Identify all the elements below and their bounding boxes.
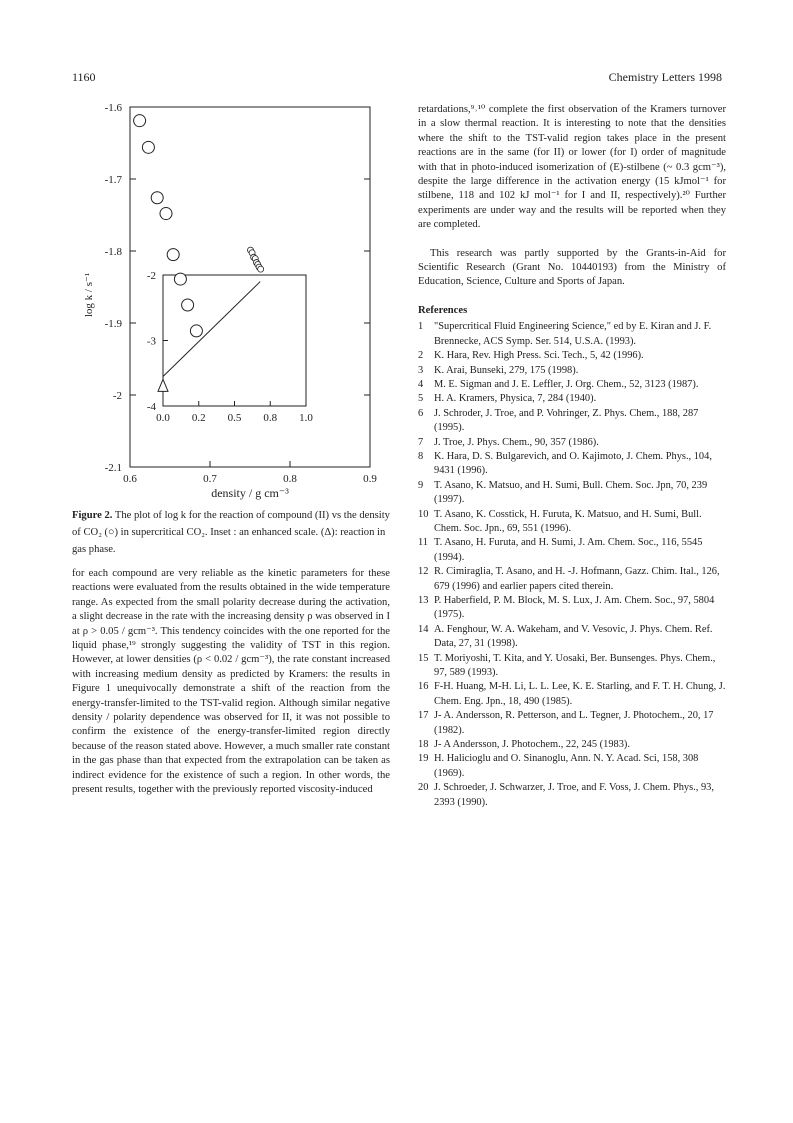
- reference-number: 1: [418, 321, 424, 333]
- inset-y-tick-label: -2: [146, 270, 156, 282]
- reference-text: J. Schroeder, J. Schwarzer, J. Troe, and F. Voss, J. Chem. Phys., 93, 2393 (1990).: [434, 782, 714, 808]
- paragraph-acknowledgement: This research was partly supported by the Grants-in-Aid for Scientific Research (Grant No. 10440193) from the Ministry of Education, Science, Culture and Sports of Japan.: [418, 247, 726, 288]
- reference-item: [418, 479, 726, 508]
- x-tick-label: 0.9: [363, 473, 377, 485]
- inset-plot: [147, 247, 314, 424]
- inset-x-tick-label: 0.8: [263, 412, 278, 424]
- reference-number: 18: [418, 739, 429, 751]
- reference-item: [418, 364, 726, 378]
- reference-item: [418, 752, 726, 781]
- reference-item: [418, 450, 726, 479]
- reference-number: 3: [418, 364, 424, 376]
- figure-caption: [72, 507, 392, 558]
- reference-text: F-H. Huang, M-H. Li, L. L. Lee, K. E. Starling, and F. T. H. Chung, J. Chem. Eng. Jpn., 18, 490 (1985).: [434, 681, 726, 707]
- reference-text: H. A. Kramers, Physica, 7, 284 (1940).: [434, 393, 597, 405]
- reference-number: 12: [418, 566, 429, 578]
- reference-text: R. Cimiraglia, T. Asano, and H. -J. Hofmann, Gazz. Chim. Ital., 126, 679 (1996) and earlier papers cited therein.: [434, 566, 720, 592]
- data-point-circle: [151, 192, 163, 204]
- reference-text: T. Asano, K. Cosstick, H. Furuta, K. Matsuo, and H. Sumi, Bull. Chem. Soc. Jpn., 69, 551 (1996).: [434, 508, 702, 534]
- reference-item: [418, 652, 726, 681]
- reference-item: [418, 781, 726, 810]
- data-point-circle: [182, 299, 194, 311]
- page-number: 1160: [72, 70, 96, 84]
- gas-phase-triangle-point: [158, 379, 168, 391]
- reference-number: 10: [418, 508, 429, 520]
- reference-item: [418, 738, 726, 752]
- data-point-circle: [134, 115, 146, 127]
- data-point-circle: [167, 249, 179, 261]
- main-marks: [134, 115, 203, 337]
- y-tick-label: -1.9: [104, 318, 122, 330]
- reference-text: T. Asano, K. Matsuo, and H. Sumi, Bull. Chem. Soc. Jpn, 70, 239 (1997).: [434, 479, 708, 506]
- reference-number: 20: [418, 782, 429, 794]
- reference-item: [418, 320, 726, 349]
- x-tick-label: 0.7: [203, 473, 217, 485]
- inset-axis-ticks: [147, 270, 314, 424]
- reference-number: 16: [418, 681, 429, 693]
- reference-item: [418, 536, 726, 565]
- reference-number: 5: [418, 393, 424, 405]
- inset-x-tick-label: 1.0: [299, 412, 313, 424]
- x-tick-label: 0.6: [123, 473, 137, 485]
- reference-text: K. Hara, D. S. Bulgarevich, and O. Kajimoto, J. Chem. Phys., 104, 9431 (1996).: [434, 450, 712, 477]
- reference-number: 11: [418, 537, 429, 549]
- inset-marks: [158, 247, 264, 391]
- figure-2-chart: [60, 95, 390, 500]
- reference-text: T. Moriyoshi, T. Kita, and Y. Uosaki, Ber. Bunsenges. Phys. Chem., 97, 589 (1993).: [434, 652, 716, 679]
- inset-x-tick-label: 0.0: [156, 412, 170, 424]
- reference-number: 2: [418, 350, 424, 362]
- reference-item: [418, 594, 726, 623]
- reference-text: J- A. Andersson, R. Petterson, and L. Tegner, J. Photochem., 20, 17 (1982).: [434, 710, 714, 736]
- x-tick-label: 0.8: [283, 473, 297, 485]
- data-point-circle: [174, 273, 186, 285]
- y-tick-label: -2.1: [104, 462, 122, 474]
- reference-number: 15: [418, 652, 429, 664]
- reference-text: M. E. Sigman and J. E. Leffler, J. Org. Chem., 52, 3123 (1987).: [434, 378, 699, 390]
- y-axis-label: log k / s⁻¹: [83, 272, 95, 318]
- reference-item: [418, 407, 726, 436]
- inset-x-tick-label: 0.5: [227, 412, 242, 424]
- inset-data-point-circle: [258, 266, 264, 272]
- inset-fit-line: [163, 282, 260, 377]
- reference-text: J. Schroder, J. Troe, and P. Vohringer, Z. Phys. Chem., 188, 287 (1995).: [434, 407, 699, 434]
- body-text-right: [418, 103, 726, 810]
- reference-text: A. Fenghour, W. A. Wakeham, and V. Vesovic, J. Phys. Chem. Ref. Data, 27, 31 (1998).: [434, 623, 713, 650]
- reference-item: [418, 436, 726, 450]
- paragraph-1: retardations,⁹˒¹⁰ complete the first observation of the Kramers turnover in a slow thermal reaction. It is interesting to note that the densities where the shift to the TST-valid region takes place in the present reactions are in the same (for II) or lower (for I) order of magnitude with that in photo-induced isomerization of (E)-stilbene (~ 0.3 gcm⁻³), despite the large difference in the activation energy (15 kJmol⁻¹ for stilbene, 118 and 102 kJ mol⁻¹ for I and II, respectively).²⁰ Further experiments are under way and the results will be reported when they are completed.: [418, 104, 726, 231]
- reference-number: 6: [418, 407, 424, 419]
- references-heading: References: [418, 304, 468, 316]
- y-tick-label: -1.6: [104, 102, 122, 114]
- reference-text: "Supercritical Fluid Engineering Science," ed by E. Kiran and J. F. Brennecke, ACS Symp. Ser. 514, U.S.A. (1993).: [434, 321, 712, 347]
- reference-number: 13: [418, 595, 429, 606]
- y-tick-label: -1.7: [104, 174, 122, 186]
- reference-item: [418, 680, 726, 709]
- reference-item: [418, 508, 726, 537]
- journal-header: Chemistry Letters 1998: [608, 70, 722, 84]
- inset-y-tick-label: -4: [146, 401, 156, 413]
- body-text-left: for each compound are very reliable as the kinetic parameters for these reactions were evaluated from the results obtained in the wide temperature range. As expected from the small polarity decrease during the activation, a slight decrease in the rate with the increasing density ρ was observed in I at ρ > 0.05 / gcm⁻³. This tendency coincides with the one reported for the liquid phase,¹⁹ strongly suggesting the validity of TST in this region. However, at lower densities (ρ < 0.02 / gcm⁻³), the rate constant increased with increasing medium density as predicted by Kramers: the results in Figure 1 unequivocally demonstrate a shift of the reaction from the energy-transfer-limited to the TST-valid region. Although similar negative density / polarity dependence was observed for II, it was not possible to confirm the existence of the energy-transfer-limited region directly because of the reason stated above. However, a much smaller rate constant in the gas phase than that expected from the extrapolation can be taken as indirect evidence for the existence of such a region. In other words, the present results, together with the previously reported viscosity-induced: [72, 568, 390, 796]
- reference-text: J- A Andersson, J. Photochem., 22, 245 (1983).: [434, 739, 630, 751]
- inset-x-tick-label: 0.2: [191, 412, 206, 424]
- reference-item: [418, 565, 726, 594]
- reference-number: 9: [418, 479, 424, 491]
- reference-number: 19: [418, 753, 429, 765]
- reference-item: [418, 349, 726, 363]
- y-tick-label: -2: [112, 390, 122, 402]
- reference-number: 7: [418, 436, 424, 448]
- figure-label: Figure 2.: [72, 510, 113, 521]
- main-axis-ticks: [105, 102, 378, 485]
- data-point-circle: [142, 141, 154, 153]
- reference-number: 14: [418, 623, 429, 635]
- reference-item: [418, 378, 726, 392]
- reference-item: [418, 709, 726, 738]
- y-tick-label: -1.8: [104, 246, 122, 258]
- figure-caption-text: The plot of log k for the reaction of compound (II) vs the density of CO₂ (○) in supercritical CO₂. Inset : an enhanced scale. (Δ): reaction in gas phase.: [72, 510, 390, 555]
- reference-number: 8: [418, 450, 424, 462]
- reference-text: K. Arai, Bunseki, 279, 175 (1998).: [434, 364, 579, 376]
- reference-text: T. Asano, H. Furuta, and H. Sumi, J. Am. Chem. Soc., 116, 5545 (1994).: [434, 537, 703, 563]
- reference-text: K. Hara, Rev. High Press. Sci. Tech., 5, 42 (1996).: [434, 350, 644, 362]
- reference-text: P. Haberfield, P. M. Block, M. S. Lux, J. Am. Chem. Soc., 97, 5804 (1975).: [434, 595, 715, 621]
- inset-plot-frame: [163, 275, 306, 406]
- x-axis-label: density / g cm⁻³: [211, 486, 289, 500]
- data-point-circle: [160, 208, 172, 220]
- reference-item: [418, 392, 726, 406]
- reference-text: H. Halicioglu and O. Sinanoglu, Ann. N. Y. Acad. Sci, 158, 308 (1969).: [434, 753, 699, 779]
- inset-y-tick-label: -3: [146, 335, 156, 348]
- reference-item: [418, 623, 726, 652]
- reference-number: 17: [418, 710, 429, 722]
- reference-number: 4: [418, 378, 424, 390]
- data-point-circle: [190, 325, 202, 337]
- reference-text: J. Troe, J. Phys. Chem., 90, 357 (1986).: [434, 436, 599, 448]
- references-list: [418, 320, 726, 810]
